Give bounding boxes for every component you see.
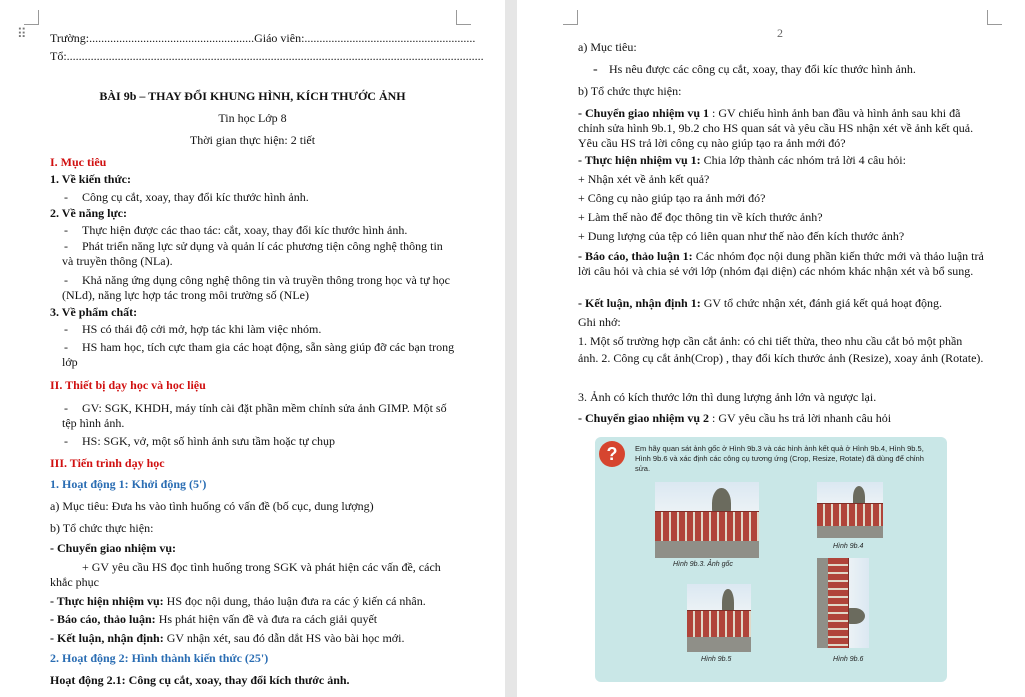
photo-cropped xyxy=(817,482,883,538)
paragraph: a) Mục tiêu: xyxy=(578,40,637,54)
activity-subheading: Hoạt động 2.1: Công cụ cắt, xoay, thay đổi kích thước ảnh. xyxy=(50,673,350,687)
paragraph: - Báo cáo, thảo luận 1: Các nhóm đọc nội dung phần kiến thức mới và thảo luận trả lời câu hỏi và chia sẻ với lớp (nhóm đại diện) các nhóm khác nhận xét và bổ sung. xyxy=(578,249,984,278)
section-heading: I. Mục tiêu xyxy=(50,155,107,169)
photo-original xyxy=(655,482,759,558)
paragraph: - Chuyển giao nhiệm vụ 2 : GV yêu cầu hs trả lời nhanh câu hỏi xyxy=(578,411,892,425)
paragraph: 1. Một số trường hợp cần cắt ảnh: có chi tiết thừa, theo nhu cầu cắt bỏ một phần ảnh. 2. Công cụ cắt ảnh(Crop) , thay đổi kích thước ảnh (Resize), xoay ảnh (Rotate). xyxy=(578,334,984,365)
bullet-dash: - xyxy=(64,340,68,354)
paragraph: Ghi nhớ: xyxy=(578,315,621,329)
margin-corner xyxy=(987,10,1002,25)
bullet-text: HS: SGK, vở, một số hình ảnh sưu tầm hoặc tự chụp xyxy=(82,434,336,448)
margin-corner xyxy=(456,10,471,25)
subsection-heading: 2. Về năng lực: xyxy=(50,206,127,220)
question-mark-icon: ? xyxy=(599,441,625,467)
bullet-text: Phát triển năng lực sử dụng và quản lí các phương tiện công nghệ thông tin và truyền thông (NLa). xyxy=(62,239,443,268)
margin-corner xyxy=(24,10,39,25)
paragraph: b) Tổ chức thực hiện: xyxy=(50,521,154,535)
bullet-dash: - xyxy=(64,190,68,204)
paragraph: - Thực hiện nhiệm vụ 1: Chia lớp thành các nhóm trả lời 4 câu hỏi: xyxy=(578,153,906,167)
paragraph: - Chuyển giao nhiệm vụ 1 : GV chiếu hình ảnh ban đầu và hình ảnh sau khi đã chỉnh sửa hình 9b.1, 9b.2 cho HS quan sát và yêu cầu HS nhận xét về ảnh kết quả. Yêu cầu HS trả lời công cụ nào giúp tạo ra ảnh mới đó? xyxy=(578,106,974,150)
figure-caption: Hình 9b.4 xyxy=(833,543,864,550)
header-line-2: Tổ:........................................................................................................................................... xyxy=(50,49,484,63)
bullet-text: HS có thái độ cởi mở, hợp tác khi làm việc nhóm. xyxy=(82,322,322,336)
bullet-dash: - xyxy=(64,434,68,448)
paragraph: - Thực hiện nhiệm vụ: HS đọc nội dung, thảo luận đưa ra các ý kiến cá nhân. xyxy=(50,594,426,608)
figure-caption: Hình 9b.3. Ảnh gốc xyxy=(673,561,733,568)
figure-caption: Hình 9b.5 xyxy=(701,656,732,663)
bullet-dash: - xyxy=(64,223,68,237)
subject-line: Tin học Lớp 8 xyxy=(218,111,287,125)
excerpt-text: Em hãy quan sát ảnh gốc ở Hình 9b.3 và các hình ảnh kết quả ở Hình 9b.4, Hình 9b.5, Hình 9b.6 và xác định các công cụ tương ứng (Crop, Resize, Rotate) đã dùng để chỉnh sửa. xyxy=(635,444,924,473)
paragraph: + GV yêu cầu HS đọc tình huống trong SGK và phát hiện các vấn đề, cách khắc phục xyxy=(50,560,441,589)
bullet-text: Hs nêu được các công cụ cắt, xoay, thay đổi kíc thước hình ảnh. xyxy=(609,62,916,76)
bullet-text: Công cụ cắt, xoay, thay đổi kíc thước hình ảnh. xyxy=(82,190,309,204)
question-item: + Công cụ nào giúp tạo ra ảnh mới đó? xyxy=(578,191,766,205)
lesson-title: BÀI 9b – THAY ĐỔI KHUNG HÌNH, KÍCH THƯỚC ẢNH xyxy=(99,89,406,103)
bullet-dash: - xyxy=(64,239,68,253)
activity-heading: 1. Hoạt động 1: Khởi động (5') xyxy=(50,477,207,491)
section-heading: II. Thiết bị dạy học và học liệu xyxy=(50,378,206,392)
bullet-text: GV: SGK, KHDH, máy tính cài đặt phần mềm chỉnh sửa ảnh GIMP. Một số tệp hình ảnh. xyxy=(62,401,447,430)
bullet-dash: - xyxy=(64,273,68,287)
textbook-excerpt xyxy=(595,437,947,682)
bullet-dash: - xyxy=(64,401,68,415)
photo-resized xyxy=(687,584,751,652)
section-heading: III. Tiến trình dạy học xyxy=(50,456,165,470)
paragraph: 3. Ảnh có kích thước lớn thì dung lượng ảnh lớn và ngược lại. xyxy=(578,390,877,404)
bullet-dash: - xyxy=(593,62,598,77)
bullet-text: HS ham học, tích cực tham gia các hoạt động, sẵn sàng giúp đỡ các bạn trong lớp xyxy=(62,340,455,369)
paragraph: a) Mục tiêu: Đưa hs vào tình huống có vấn đề (bố cục, dung lượng) xyxy=(50,499,374,513)
page-number: 2 xyxy=(777,26,783,40)
document-page-2 xyxy=(517,0,1025,697)
photo-rotated xyxy=(817,558,869,648)
margin-corner xyxy=(563,10,578,25)
bullet-text: Thực hiện được các thao tác: cắt, xoay, thay đổi kíc thước hình ảnh. xyxy=(82,223,408,237)
subsection-heading: 1. Về kiến thức: xyxy=(50,172,131,186)
question-item: + Làm thế nào để đọc thông tin về kích thước ảnh? xyxy=(578,210,823,224)
paragraph: - Kết luận, nhận định: GV nhận xét, sau đó dẫn dắt HS vào bài học mới. xyxy=(50,631,405,645)
drag-handle-icon[interactable]: ⠿ xyxy=(17,26,28,41)
paragraph: - Báo cáo, thảo luận: Hs phát hiện vấn đề và đưa ra cách giải quyết xyxy=(50,612,378,626)
paragraph: - Kết luận, nhận định 1: GV tổ chức nhận xét, đánh giá kết quả hoạt động. xyxy=(578,296,942,310)
duration-line: Thời gian thực hiện: 2 tiết xyxy=(189,133,316,147)
bullet-text: Khả năng ứng dụng công nghệ thông tin và truyền thông trong học và tự học (NLd), năng lực hợp tác trong môi trường số (NLe) xyxy=(62,273,450,302)
question-item: + Nhận xét về ảnh kết quả? xyxy=(578,172,710,186)
paragraph: b) Tổ chức thực hiện: xyxy=(578,84,682,98)
document-page-1 xyxy=(0,0,505,697)
bullet-dash: - xyxy=(64,322,68,336)
paragraph-label: - Chuyển giao nhiệm vụ: xyxy=(50,541,177,555)
question-item: + Dung lượng của tệp có liên quan như thế nào đến kích thước ảnh? xyxy=(578,229,905,243)
figure-caption: Hình 9b.6 xyxy=(833,656,864,663)
header-line-1: Trường:.......................................................Giáo viên:......................................................... xyxy=(50,31,476,45)
activity-heading: 2. Hoạt động 2: Hình thành kiến thức (25') xyxy=(50,651,269,665)
subsection-heading: 3. Về phẩm chất: xyxy=(50,305,138,319)
